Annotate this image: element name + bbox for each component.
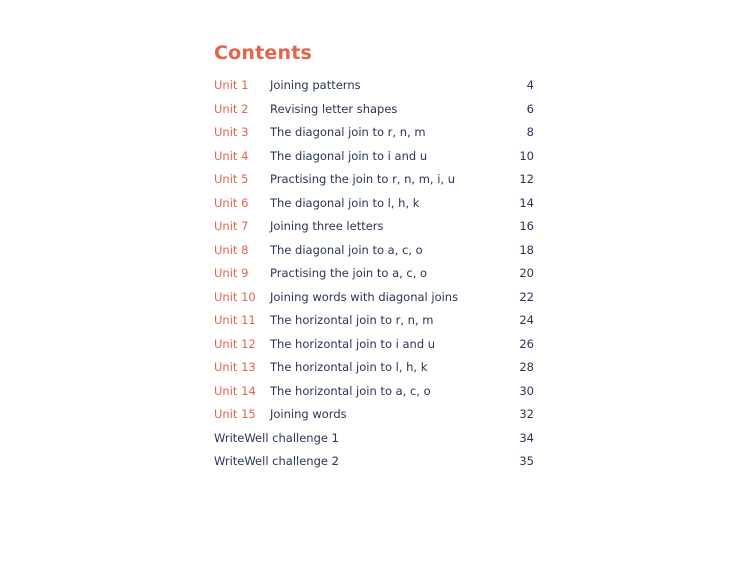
toc-page-number: 26 (519, 336, 534, 351)
toc-page-number: 10 (519, 148, 534, 163)
toc-entry-title: Practising the join to r, n, m, i, u (270, 172, 456, 186)
toc-page-number: 35 (519, 454, 534, 468)
toc-entry-title: Practising the join to a, c, o (270, 266, 428, 280)
toc-entry (214, 168, 534, 192)
toc-entry-title: Joining words (270, 407, 347, 421)
toc-entry (214, 356, 534, 380)
toc-page-number: 14 (519, 195, 534, 210)
toc-entry-title: The horizontal join to r, n, m (270, 313, 434, 327)
toc-entry (214, 192, 534, 216)
toc-entry (214, 262, 534, 286)
toc-unit-label: Unit 5 (214, 172, 249, 186)
toc-entry (214, 380, 534, 404)
toc-unit-label: Unit 1 (214, 78, 249, 92)
toc-page-number: 18 (519, 242, 534, 257)
toc-entry (214, 215, 534, 239)
toc-unit-label: Unit 7 (214, 219, 249, 233)
toc-page-number: 8 (526, 125, 534, 139)
toc-entry (214, 121, 534, 145)
toc-unit-label: Unit 11 (214, 313, 256, 327)
toc-entry (214, 239, 534, 263)
toc-unit-label: Unit 12 (214, 336, 256, 351)
toc-entry-title: Joining words with diagonal joins (270, 289, 459, 304)
toc-entry (214, 309, 534, 333)
toc-entry (214, 74, 534, 98)
toc-entry (214, 403, 534, 427)
toc-entry-title: Joining patterns (270, 78, 361, 92)
toc-entry-title: Joining three letters (270, 219, 384, 233)
toc-entry (214, 145, 534, 169)
toc-unit-label: Unit 15 (214, 407, 256, 421)
toc-entry-title: The horizontal join to l, h, k (270, 360, 428, 374)
toc-unit-label: Unit 8 (214, 242, 249, 257)
toc-page-number: 16 (519, 219, 534, 233)
toc-entry-title: The horizontal join to a, c, o (270, 383, 431, 398)
toc-entry-title: WriteWell challenge 2 (214, 454, 339, 468)
toc-entry (214, 286, 534, 310)
toc-page-number: 28 (519, 360, 534, 374)
toc-entry-title: The diagonal join to i and u (270, 148, 428, 163)
toc-page-number: 30 (519, 383, 534, 398)
toc-page-number: 4 (526, 78, 534, 92)
toc-entry (214, 98, 534, 122)
toc-unit-label: Unit 13 (214, 360, 256, 374)
table-of-contents (214, 74, 534, 474)
toc-page-number: 34 (519, 430, 534, 445)
toc-unit-label: Unit 6 (214, 195, 249, 210)
toc-unit-label: Unit 10 (214, 289, 256, 304)
toc-unit-label: Unit 9 (214, 266, 249, 280)
toc-entry-title: The diagonal join to l, h, k (270, 195, 420, 210)
toc-entry-title: Revising letter shapes (270, 101, 398, 116)
page-title: Contents (214, 42, 313, 64)
toc-page-number: 12 (519, 172, 534, 186)
toc-page-number: 22 (519, 289, 534, 304)
toc-page-number: 6 (526, 101, 534, 116)
toc-entry (214, 333, 534, 357)
toc-unit-label: Unit 4 (214, 148, 249, 163)
toc-page-number: 24 (519, 313, 534, 327)
toc-page-number: 20 (519, 266, 534, 280)
toc-page-number: 32 (519, 407, 534, 421)
toc-entry-title: The diagonal join to a, c, o (270, 242, 423, 257)
toc-unit-label: Unit 2 (214, 101, 249, 116)
toc-entry-title: The diagonal join to r, n, m (270, 125, 426, 139)
toc-entry (214, 427, 534, 451)
toc-unit-label: Unit 14 (214, 383, 256, 398)
toc-entry (214, 450, 534, 474)
toc-unit-label: Unit 3 (214, 125, 249, 139)
toc-entry-title: The horizontal join to i and u (270, 336, 436, 351)
toc-entry-title: WriteWell challenge 1 (214, 430, 339, 445)
